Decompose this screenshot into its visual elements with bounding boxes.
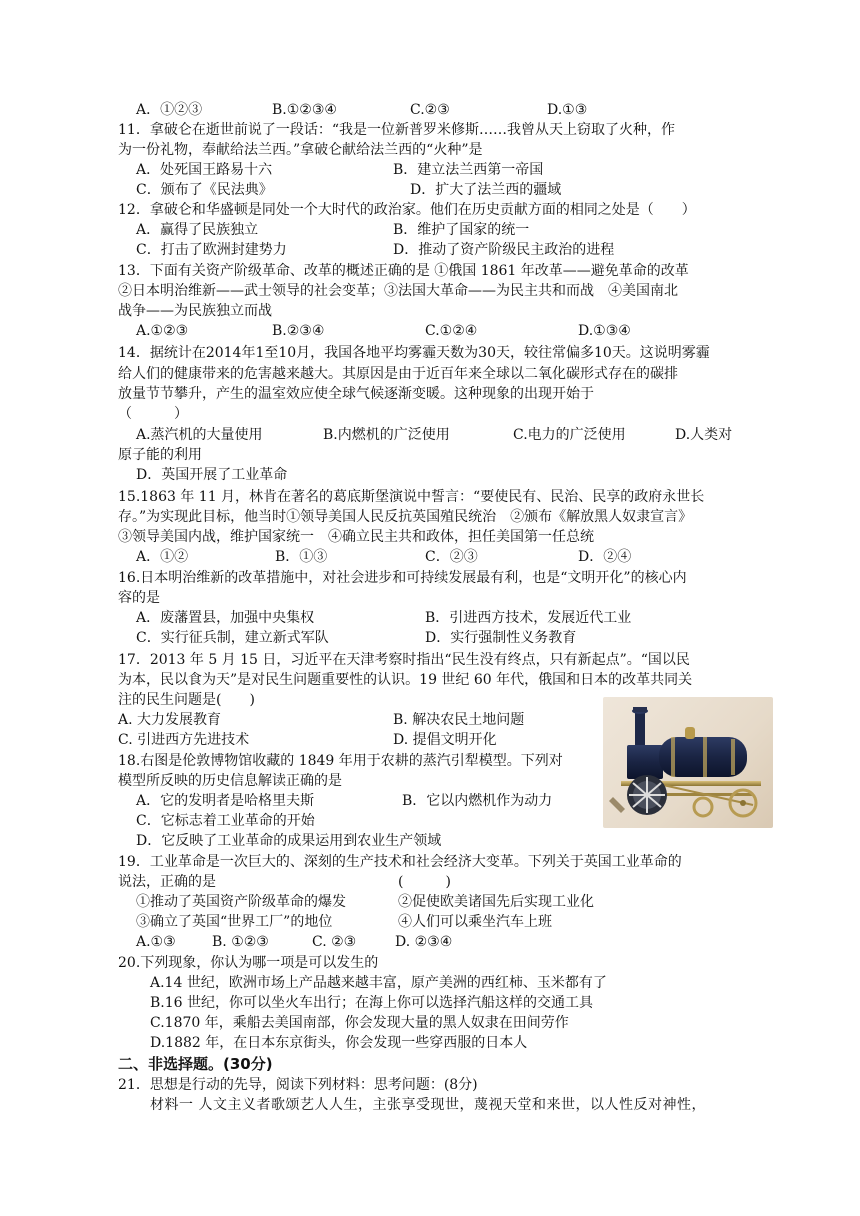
section-2-heading: 二、非选择题。(30分) [118, 1055, 273, 1073]
q19-option-c: C. ②③ [312, 934, 357, 950]
steam-plough-model-photo [603, 697, 773, 828]
q14-option-d: D.人类对 [675, 427, 733, 443]
q17-stem-line3: 注的民生问题是( ) [118, 692, 255, 708]
q19-statement-2: ②促使欧美诸国先后实现工业化 [398, 894, 594, 910]
q11-option-d: D．扩大了法兰西的疆域 [410, 182, 562, 198]
q19-answer-paren: ( ) [398, 874, 451, 890]
q21-stem: 21．思想是行动的先导，阅读下列材料：思考问题：(8分) [118, 1077, 478, 1093]
q19-stem-line2: 说法，正确的是 [118, 874, 216, 890]
q19-statement-3: ③确立了英国“世界工厂”的地位 [136, 914, 333, 930]
q15-stem-line1: 15.1863 年 11 月，林肯在著名的葛底斯堡演说中誓言：“要使民有、民治、民享的政府永世长 [118, 489, 705, 505]
q12-option-b: B．维护了国家的统一 [393, 222, 530, 238]
q13-stem-line2: ②日本明治维新——武士领导的社会变革；③法国大革命——为民主共和而战 ④美国南北 [118, 283, 678, 299]
q10-option-c: C.②③ [410, 102, 450, 118]
q20-option-a: A.14 世纪，欧洲市场上产品越来越丰富，原产美洲的西红柿、玉米都有了 [150, 975, 607, 991]
q18-option-c: C．它标志着工业革命的开始 [136, 813, 315, 829]
q15-stem-line2: 存。”为实现此目标，他当时①领导美国人民反抗英国殖民统治 ②颁布《解放黑人奴隶宣言》 [118, 509, 693, 525]
q16-option-b: B．引进西方技术，发展近代工业 [425, 610, 632, 626]
q19-statement-4: ④人们可以乘坐汽车上班 [398, 914, 552, 930]
q14-option-extra: D．英国开展了工业革命 [136, 467, 288, 483]
q12-stem: 12．拿破仑和华盛顿是同处一个大时代的政治家。他们在历史贡献方面的相同之处是（ ） [118, 202, 696, 218]
q17-option-b: B. 解决农民土地问题 [393, 712, 525, 728]
q13-option-d: D.①③④ [578, 323, 631, 339]
q16-option-a: A．废藩置县，加强中央集权 [136, 610, 315, 626]
q15-option-d: D．②④ [578, 549, 632, 565]
q17-option-d: D. 提倡文明开化 [393, 732, 497, 748]
q15-stem-line3: ③领导美国内战，维护国家统一 ④确立民主共和政体，担任美国第一任总统 [118, 529, 594, 545]
q18-option-a: A．它的发明者是哈格里夫斯 [136, 793, 315, 809]
q10-option-b: B.①②③④ [272, 102, 337, 118]
q15-option-a: A．①② [136, 549, 189, 565]
q11-option-b: B．建立法兰西第一帝国 [393, 162, 544, 178]
q12-option-c: C．打击了欧洲封建势力 [136, 242, 287, 258]
q13-stem-line3: 战争——为民族独立而战 [118, 303, 272, 319]
q10-option-a: A．①②③ [136, 102, 203, 118]
q14-option-c: C.电力的广泛使用 [513, 427, 626, 443]
q19-option-b: B. ①②③ [212, 934, 269, 950]
q14-stem-line3: 放量节节攀升，产生的温室效应使全球气候逐渐变暖。这种现象的出现开始于 [118, 386, 594, 402]
q18-option-b: B．它以内燃机作为动力 [402, 793, 553, 809]
q16-option-c: C．实行征兵制，建立新式军队 [136, 630, 329, 646]
q15-option-c: C．②③ [425, 549, 478, 565]
q14-option-d-cont: 原子能的利用 [118, 447, 202, 463]
q12-option-a: A．赢得了民族独立 [136, 222, 259, 238]
q14-option-b: B.内燃机的广泛使用 [323, 427, 450, 443]
q11-option-a: A．处死国王路易十六 [136, 162, 273, 178]
q21-material-1: 材料一 人文主义者歌颂艺人人生，主张享受现世，蔑视天堂和来世，以人性反对神性， [150, 1097, 706, 1113]
q17-stem-line1: 17．2013 年 5 月 15 日，习近平在天津考察时指出“民生没有终点，只有新起点”。“国以民 [118, 652, 690, 668]
q18-stem-line1: 18.右图是伦敦博物馆收藏的 1849 年用于农耕的蒸汽引犁模型。下列对 [118, 753, 563, 769]
q17-option-a: A. 大力发展教育 [118, 712, 222, 728]
q11-option-c: C．颁布了《民法典》 [136, 182, 273, 198]
q13-stem-line1: 13．下面有关资产阶级革命、改革的概述正确的是 ①俄国 1861 年改革——避免革命的改革 [118, 263, 689, 279]
q10-option-d: D.①③ [547, 102, 588, 118]
q11-stem-line1: 11．拿破仑在逝世前说了一段话：“我是一位新普罗米修斯……我曾从天上窃取了火种，作 [118, 122, 675, 138]
q19-statement-1: ①推动了英国资产阶级革命的爆发 [136, 894, 346, 910]
q17-stem-line2: 为本，民以食为天”是对民生问题重要性的认识。19 世纪 60 年代，俄国和日本的改革共同关 [118, 672, 693, 688]
q16-stem-line1: 16.日本明治维新的改革措施中，对社会进步和可持续发展最有利，也是“文明开化”的核心内 [118, 570, 687, 586]
q19-stem-line1: 19．工业革命是一次巨大的、深刻的生产技术和社会经济大变革。下列关于英国工业革命的 [118, 854, 682, 870]
q12-option-d: D．推动了资产阶级民主政治的进程 [393, 242, 615, 258]
q13-option-c: C.①②④ [425, 323, 478, 339]
q19-option-a: A.①③ [136, 934, 176, 950]
q13-option-b: B.②③④ [272, 323, 325, 339]
q17-option-c: C. 引进西方先进技术 [118, 732, 250, 748]
q16-option-d: D．实行强制性义务教育 [425, 630, 577, 646]
q16-stem-line2: 容的是 [118, 590, 160, 606]
q18-stem-line2: 模型所反映的历史信息解读正确的是 [118, 773, 342, 789]
q14-option-a: A.蒸汽机的大量使用 [136, 427, 263, 443]
q13-option-a: A.①②③ [136, 323, 189, 339]
q14-stem-line2: 给人们的健康带来的危害越来越大。其原因是由于近百年来全球以二氧化碳形式存在的碳排 [118, 366, 678, 382]
q19-option-d: D. ②③④ [395, 934, 453, 950]
q18-option-d: D．它反映了工业革命的成果运用到农业生产领域 [136, 833, 442, 849]
q20-option-d: D.1882 年，在日本东京街头，你会发现一些穿西服的日本人 [150, 1035, 528, 1051]
q15-option-b: B．①③ [275, 549, 328, 565]
q14-answer-paren: （ ） [118, 406, 188, 422]
q20-stem: 20.下列现象，你认为哪一项是可以发生的 [118, 955, 379, 971]
q11-stem-line2: 为一份礼物，奉献给法兰西。”拿破仑献给法兰西的“火种”是 [118, 142, 483, 158]
q20-option-b: B.16 世纪，你可以坐火车出行；在海上你可以选择汽船这样的交通工具 [150, 995, 594, 1011]
q14-stem-line1: 14．据统计在2014年1至10月，我国各地平均雾霾天数为30天，较往常偏多10天。这说明雾霾 [118, 345, 710, 361]
steam-plough-icon [603, 697, 773, 828]
q20-option-c: C.1870 年，乘船去美国南部，你会发现大量的黑人奴隶在田间劳作 [150, 1015, 569, 1031]
